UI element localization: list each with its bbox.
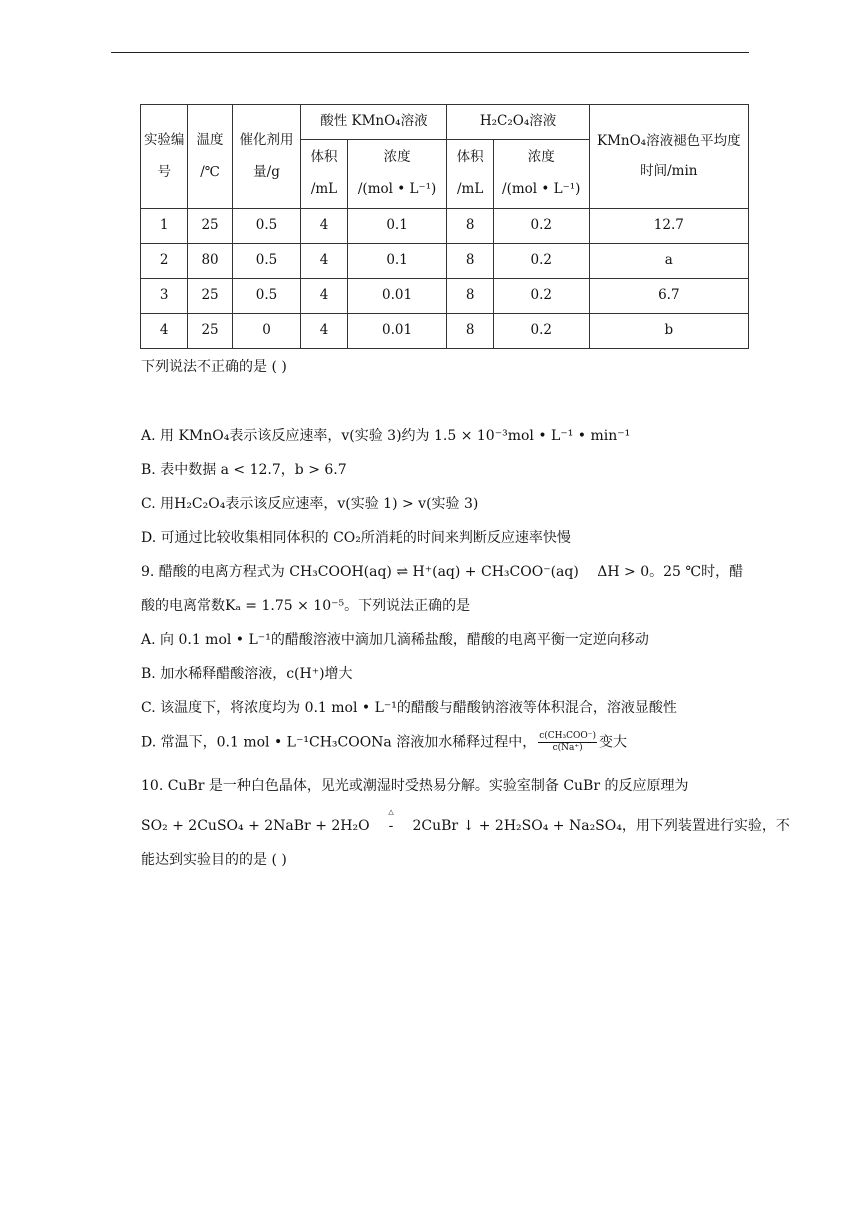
- header-kmno4-volume: 体积 /mL: [301, 140, 347, 209]
- table-cell: 0.1: [347, 244, 447, 279]
- table-cell: a: [589, 244, 748, 279]
- table-cell: 0.1: [347, 209, 447, 244]
- q9-equation: 9. 醋酸的电离方程式为 CH₃COOH(aq) ⇌ H⁺(aq) + CH₃COO⁻(aq): [141, 564, 579, 580]
- table-row: [141, 244, 749, 279]
- header-h2c2o4-group: H₂C₂O₄溶液: [447, 105, 589, 140]
- q9-option-d-text: D. 常温下，0.1 mol • L⁻¹CH₃COONa 溶液加水稀释过程中，: [141, 734, 537, 751]
- table-cell: 8: [447, 209, 493, 244]
- table-cell: 0.01: [347, 279, 447, 314]
- fraction-numerator: c(CH₃COO⁻): [539, 731, 597, 741]
- q10-products: 2CuBr ↓ + 2H₂SO₄ + Na₂SO₄，用下列装置进行实验，不: [412, 818, 790, 834]
- table-cell: 4: [301, 279, 347, 314]
- q8-option-b: B. 表中数据 a < 12.7，b > 6.7: [141, 462, 347, 478]
- table-cell: 6.7: [589, 279, 748, 314]
- header-fade-time: KMnO₄溶液褪色平均度 时间/min: [589, 105, 748, 209]
- fraction-denominator: c(Na⁺): [552, 743, 583, 753]
- q10-stem-line1: 10. CuBr 是一种白色晶体，见光或潮湿时受热易分解。实验室制备 CuBr 的反应原理为: [141, 778, 689, 794]
- header-kmno4-group: 酸性 KMnO₄溶液: [301, 105, 447, 140]
- header-temperature: 温度 /℃: [188, 105, 232, 209]
- table-cell: 3: [141, 279, 188, 314]
- table-cell: 25: [188, 209, 232, 244]
- header-rule: [111, 52, 749, 53]
- q9-delta-h: ΔH > 0。25 ℃时，醋: [597, 564, 744, 580]
- table-cell: 4: [301, 244, 347, 279]
- header-experiment-no: 实验编 号: [141, 105, 188, 209]
- q9-stem-line1: [141, 561, 743, 581]
- q9-option-c: C. 该温度下，将浓度均为 0.1 mol • L⁻¹的醋酸与醋酸钠溶液等体积混合，溶液显酸性: [141, 700, 677, 716]
- table-cell: b: [589, 314, 748, 349]
- q8-stem: 下列说法不正确的是 ( ): [141, 359, 287, 375]
- header-h2c2o4-concentration: 浓度 /(mol • L⁻¹): [493, 140, 589, 209]
- q8-option-d: D. 可通过比较收集相同体积的 CO₂所消耗的时间来判断反应速率快慢: [141, 530, 571, 546]
- q8-option-c: C. 用H₂C₂O₄表示该反应速率，v(实验 1) > v(实验 3): [141, 496, 479, 512]
- table-row: [141, 279, 749, 314]
- header-h2c2o4-volume: 体积 /mL: [447, 140, 493, 209]
- table-cell: 0.5: [232, 279, 301, 314]
- table-cell: 4: [301, 314, 347, 349]
- table-cell: 1: [141, 209, 188, 244]
- q9-option-a: A. 向 0.1 mol • L⁻¹的醋酸溶液中滴加几滴稀盐酸，醋酸的电离平衡一定逆向移动: [141, 632, 649, 648]
- table-cell: 4: [141, 314, 188, 349]
- header-kmno4-concentration: 浓度 /(mol • L⁻¹): [347, 140, 447, 209]
- table-cell: 8: [447, 244, 493, 279]
- table-cell: 0.5: [232, 244, 301, 279]
- heat-condition: △ -: [374, 818, 408, 834]
- table-cell: 8: [447, 314, 493, 349]
- concentration-ratio-fraction: [538, 731, 597, 754]
- heat-symbol: △: [388, 808, 394, 816]
- header-catalyst: 催化剂用 量/g: [232, 105, 301, 209]
- q9-option-b: B. 加水稀释醋酸溶液，c(H⁺)增大: [141, 666, 353, 682]
- table-cell: 0.2: [493, 209, 589, 244]
- q10-stem-line3: 能达到实验目的的是 ( ): [141, 852, 287, 868]
- table-cell: 8: [447, 279, 493, 314]
- q9-stem-line2: 酸的电离常数Kₐ = 1.75 × 10⁻⁵。下列说法正确的是: [141, 598, 471, 614]
- experiment-table: [140, 104, 749, 349]
- table-row: [141, 314, 749, 349]
- q10-equation: [141, 808, 790, 835]
- table-cell: 0: [232, 314, 301, 349]
- table-cell: 2: [141, 244, 188, 279]
- table-cell: 12.7: [589, 209, 748, 244]
- table-cell: 0.2: [493, 279, 589, 314]
- table-cell: 80: [188, 244, 232, 279]
- table-cell: 25: [188, 314, 232, 349]
- q10-reactants: SO₂ + 2CuSO₄ + 2NaBr + 2H₂O: [141, 818, 370, 834]
- table-row: [141, 209, 749, 244]
- table-cell: 0.01: [347, 314, 447, 349]
- table-cell: 4: [301, 209, 347, 244]
- q8-option-a: A. 用 KMnO₄表示该反应速率，v(实验 3)约为 1.5 × 10⁻³mol • L⁻¹ • min⁻¹: [141, 428, 631, 444]
- table-cell: 25: [188, 279, 232, 314]
- table-header-row: [141, 105, 749, 140]
- table-cell: 0.5: [232, 209, 301, 244]
- table-cell: 0.2: [493, 244, 589, 279]
- table-cell: 0.2: [493, 314, 589, 349]
- q9-option-d-suffix: 变大: [599, 734, 628, 751]
- q9-option-d: [141, 731, 627, 754]
